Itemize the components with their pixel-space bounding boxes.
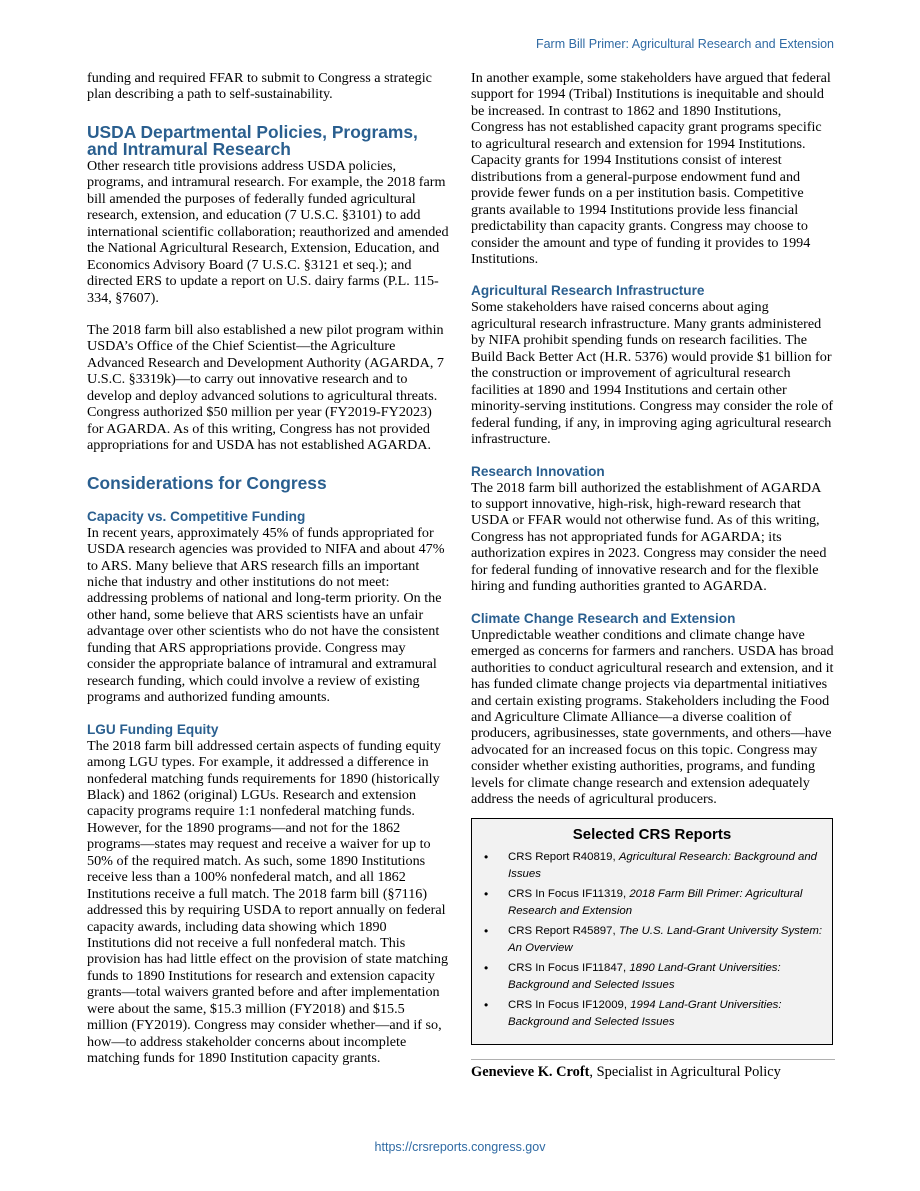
selected-crs-reports-box: [471, 818, 833, 1045]
left-column: [87, 70, 449, 1067]
bullet-icon: •: [484, 886, 489, 901]
crs-reports-list: [482, 849, 822, 1032]
crs-report-item[interactable]: [482, 960, 822, 995]
author-role: , Specialist in Agricultural Policy: [589, 1063, 781, 1080]
running-header: Farm Bill Primer: Agricultural Research and Extension: [535, 37, 834, 51]
crs-report-item[interactable]: [482, 849, 822, 884]
crs-report-prefix: CRS In Focus IF11847,: [508, 961, 630, 974]
crs-report-prefix: CRS Report R45897,: [508, 924, 619, 937]
crs-report-item[interactable]: [482, 886, 822, 921]
crs-report-title: 2018 Farm Bill Primer: Agricultural Research and Extension: [508, 887, 803, 918]
innovation-paragraph: The 2018 farm bill authorized the establishment of AGARDA to support innovative, high-risk, high-reward research that USDA or FFAR would not otherwise fund. As of this writing, Congress has not appropriated funds for AGARDA; its authorization expires in 2023. Congress may consider the need for federal funding of innovative research and for the flexible hiring and funding authorities granted to AGARDA.: [471, 479, 827, 595]
lgu-heading: LGU Funding Equity: [87, 721, 219, 737]
considerations-heading: Considerations for Congress: [87, 472, 327, 493]
usda-section-heading: USDA Departmental Policies, Programs, and Intramural Research: [87, 121, 418, 159]
author-line: [471, 1064, 835, 1081]
bullet-icon: •: [484, 960, 489, 975]
crs-report-item[interactable]: [482, 997, 822, 1032]
footer-url-link[interactable]: https://crsreports.congress.gov: [374, 1140, 546, 1154]
bullet-icon: •: [484, 997, 489, 1012]
crs-report-prefix: CRS In Focus IF12009,: [508, 998, 631, 1011]
bullet-icon: •: [484, 849, 489, 864]
lgu-paragraph: The 2018 farm bill addressed certain aspects of funding equity among LGU types. For example, it addressed a difference in nonfederal matching funds requirements for 1890 (historically Black) and 1862 (original) LGUs. Research and extension capacity programs require 1:1 nonfederal matching funds. However, for the 1890 programs—and not for the 1862 programs—states may request and receive a waiver for up to 50% of the required match. As such, some 1890 Institutions receive less than a 100% nonfederal match, and all 1862 Institutions receive a full match. The 2018 farm bill (§7116) addressed this by requiring USDA to report annually on federal capacity awards, including data showing which 1890 Institutions did not receive a full nonfederal match. This provision has had little effect on the provision of state matching funds to 1890 Institutions for research and extension capacity grants—total waivers granted before and after implementation were about the same, $15.3 million (FY2018) and $15.5 million (FY2019). Congress may consider whether—and if so, how—to address stakeholder concerns about incomplete matching funds for 1890 Institution capacity grants.: [87, 737, 449, 1067]
bullet-icon: •: [484, 923, 489, 938]
intro-paragraph: funding and required FFAR to submit to Congress a strategic plan describing a path to self-sustainability.: [87, 70, 432, 103]
crs-report-title: 1890 Land-Grant Universities: Background and Selected Issues: [508, 961, 781, 992]
sidebar-title: Selected CRS Reports: [572, 825, 732, 843]
capacity-heading: Capacity vs. Competitive Funding: [87, 508, 306, 524]
author-divider: [471, 1059, 835, 1060]
crs-report-prefix: CRS In Focus IF11319,: [508, 887, 630, 900]
author-name: Genevieve K. Croft: [471, 1063, 590, 1080]
innovation-heading: Research Innovation: [471, 463, 605, 479]
crs-report-title: The U.S. Land-Grant University System: An Overview: [508, 924, 823, 955]
usda-paragraph-1: Other research title provisions address USDA policies, programs, and intramural research. For example, the 2018 farm bill amended the purposes of federally funded agricultural research, extension, and education (7 U.S.C. §3101) to add international scientific collaboration; reauthorized and amended the National Agricultural Research, Extension, Education, and Economics Advisory Board (7 U.S.C. §3121 et seq.); and directed ERS to update a report on U.S. dairy farms (P.L. 115-334, §7607).: [87, 157, 449, 306]
tribal-paragraph: In another example, some stakeholders have argued that federal support for 1994 (Tribal) Institutions is inequitable and should be increased. In contrast to 1862 and 1890 Institutions, Congress has not established capacity grant programs specific to agricultural research and extension for 1994 Institutions. Capacity grants for 1994 Institutions consist of interest distributions from a general-purpose endowment fund and provide fewer funds on a per institution basis. Competitive grants available to 1994 Institutions provide less financial predictability than capacity grants. Congress may choose to consider the amount and type of funding it provides to 1994 Institutions.: [471, 70, 831, 267]
crs-report-title: Agricultural Research: Background and Issues: [508, 850, 817, 881]
climate-paragraph: Unpredictable weather conditions and climate change have emerged as concerns for farmers and ranchers. USDA has broad authorities to conduct agricultural research and extension, and it has funded climate change projects via departmental initiatives and certain existing programs. Stakeholders including the Food and Agriculture Climate Alliance—a diverse coalition of producers, agribusinesses, state governments, and others—have advocated for an increased focus on this topic. Congress may consider whether existing authorities, programs, and funding levels for climate change research and extension adequately address the needs of agricultural producers.: [471, 626, 834, 808]
right-column: [471, 70, 835, 1081]
usda-paragraph-2: The 2018 farm bill also established a new pilot program within USDA’s Office of the Chief Scientist—the Agriculture Advanced Research and Development Authority (AGARDA, 7 U.S.C. §3319k)—to carry out innovative research and to develop and deploy advanced solutions to agricultural threats. Congress authorized $50 million per year (FY2019-FY2023) for AGARDA. As of this writing, Congress has not provided appropriations for and USDA has not established AGARDA.: [87, 321, 444, 454]
crs-report-title: 1994 Land-Grant Universities: Background and Selected Issues: [508, 998, 782, 1029]
capacity-paragraph: In recent years, approximately 45% of funds appropriated for USDA research agencies was provided to NIFA and about 47% to ARS. Many believe that ARS research fills an important niche that industry and other institutions do not meet: addressing problems of national and long-term priority. On the other hand, some believe that ARS scientists have an unfair advantage over other scientists who do not have the consistent funding that ARS appropriations provide. Congress may consider the appropriate balance of intramural and extramural research funding, which could involve a review of existing programs and authorized funding amounts.: [87, 524, 445, 706]
infrastructure-paragraph: Some stakeholders have raised concerns about aging agricultural research infrastructure. Many grants administered by NIFA prohibit spending funds on research facilities. The Build Back Better Act (H.R. 5376) would provide $1 billion for the construction or improvement of agricultural research facilities at 1890 and 1994 Institutions and certain other minority-serving institutions. Congress may consider the role of federal funding, if any, in improving aging agricultural research infrastructure.: [471, 299, 834, 448]
crs-report-item[interactable]: [482, 923, 822, 958]
climate-heading: Climate Change Research and Extension: [471, 610, 736, 626]
infrastructure-heading: Agricultural Research Infrastructure: [471, 283, 705, 299]
crs-report-prefix: CRS Report R40819,: [508, 850, 619, 863]
